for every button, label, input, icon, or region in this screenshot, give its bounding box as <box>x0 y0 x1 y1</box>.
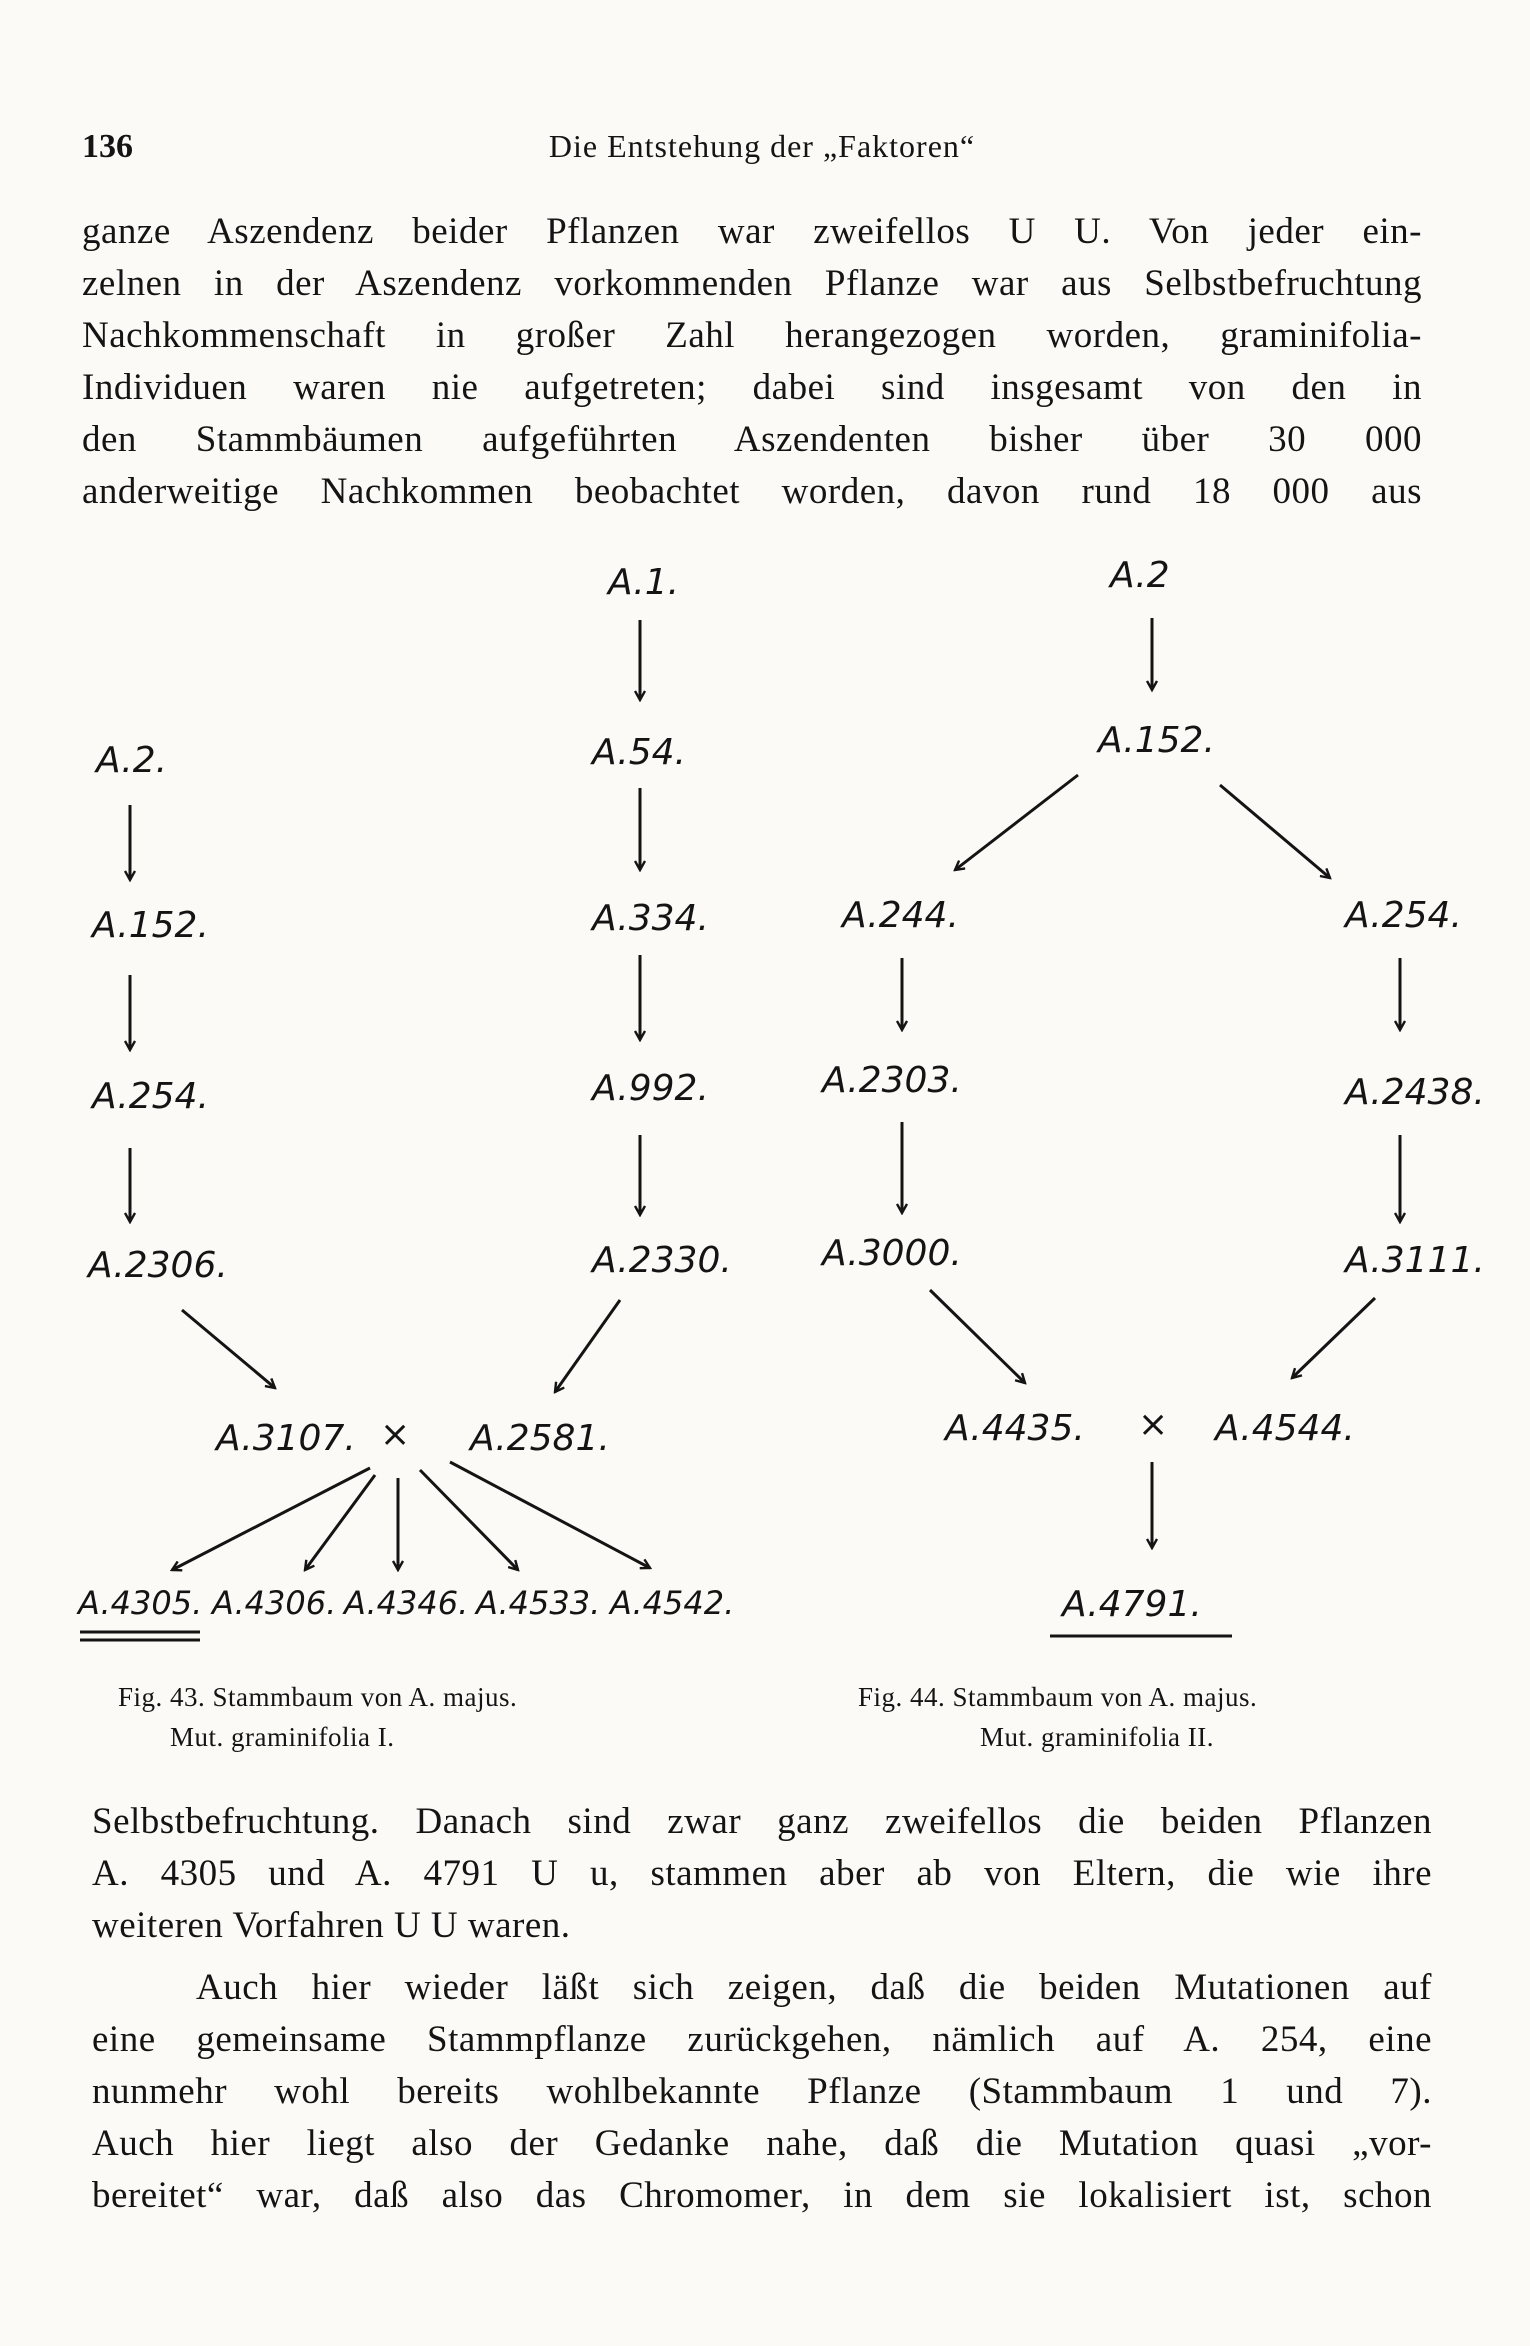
node-parent: A.4435. <box>945 1408 1085 1449</box>
text-line: eine gemeinsame Stammpflanze zurückgehen, nämlich auf A. 254, eine <box>92 2019 1432 2060</box>
node-offspring: A.4791. <box>1062 1584 1202 1625</box>
arrow-diagonal <box>555 1300 620 1392</box>
page-number: 136 <box>82 128 133 165</box>
node: A.2. <box>96 740 168 781</box>
node-parent: A.2581. <box>470 1418 610 1459</box>
node-offspring: A.4346. <box>344 1584 469 1622</box>
node-parent: A.3107. <box>216 1418 356 1459</box>
running-title: Die Entstehung der „Faktoren“ <box>548 128 976 164</box>
node-offspring: A.4533. <box>476 1584 601 1622</box>
node: A.3000. <box>822 1233 962 1274</box>
arrow-diagonal <box>955 775 1078 870</box>
node-parent: A.4544. <box>1215 1408 1355 1449</box>
text-line: Auch hier wieder läßt sich zeigen, daß die beiden Mutationen auf <box>196 1967 1432 2008</box>
figure-caption: Mut. graminifolia I. <box>170 1722 395 1752</box>
node: A.2 <box>1110 555 1170 596</box>
node: A.254. <box>1345 895 1462 936</box>
node: A.152. <box>1098 720 1215 761</box>
node: A.2330. <box>592 1240 732 1281</box>
arrow-diagonal <box>1220 785 1330 878</box>
figure-caption: Fig. 43. Stammbaum von A. majus. <box>118 1682 518 1712</box>
node: A.152. <box>92 905 209 946</box>
node: A.54. <box>592 732 686 773</box>
text-line: A. 4305 und A. 4791 U u, stammen aber ab von Eltern, die wie ihre <box>92 1853 1432 1894</box>
node: A.2438. <box>1345 1072 1485 1113</box>
node: A.254. <box>92 1076 209 1117</box>
text-line: Auch hier liegt also der Gedanke nahe, daß die Mutation quasi „vor- <box>92 2123 1432 2164</box>
cross-symbol: × <box>380 1414 411 1455</box>
arrow-diagonal <box>420 1470 518 1570</box>
arrow-diagonal <box>172 1468 370 1570</box>
node: A.3111. <box>1345 1240 1485 1281</box>
node-offspring: A.4306. <box>212 1584 337 1622</box>
node: A.334. <box>592 898 709 939</box>
text-line: nunmehr wohl bereits wohlbekannte Pflanze (Stammbaum 1 und 7). <box>92 2071 1432 2112</box>
text-line: den Stammbäumen aufgeführten Aszendenten bisher über 30 000 <box>82 419 1422 460</box>
text-line: Selbstbefruchtung. Danach sind zwar ganz zweifellos die beiden Pflanzen <box>92 1801 1432 1842</box>
text-line: anderweitige Nachkommen beobachtet worden, davon rund 18 000 aus <box>82 471 1422 512</box>
node: A.1. <box>608 562 680 603</box>
node: A.2306. <box>88 1245 228 1286</box>
text-line: Individuen waren nie aufgetreten; dabei sind insgesamt von den in <box>82 367 1422 408</box>
arrow-diagonal <box>930 1290 1025 1383</box>
node: A.2303. <box>822 1060 962 1101</box>
arrow-diagonal <box>305 1475 375 1570</box>
text-line: Nachkommenschaft in großer Zahl herangezogen worden, graminifolia- <box>82 315 1422 356</box>
node: A.992. <box>592 1068 709 1109</box>
node: A.244. <box>842 895 959 936</box>
figure-caption: Mut. graminifolia II. <box>980 1722 1214 1752</box>
text-line: weiteren Vorfahren U U waren. <box>92 1905 571 1946</box>
node-offspring: A.4542. <box>610 1584 735 1622</box>
cross-symbol: × <box>1138 1404 1169 1445</box>
text-line: bereitet“ war, daß also das Chromomer, in dem sie lokalisiert ist, schon <box>92 2175 1432 2216</box>
text-line: zelnen in der Aszendenz vorkommenden Pflanze war aus Selbstbefruchtung <box>82 263 1422 304</box>
text-line: ganze Aszendenz beider Pflanzen war zweifellos U U. Von jeder ein- <box>82 211 1422 252</box>
node-offspring: A.4305. <box>78 1584 203 1622</box>
arrow-diagonal <box>450 1462 650 1568</box>
arrow-diagonal <box>1292 1298 1375 1378</box>
arrow-diagonal <box>182 1310 275 1388</box>
figure-caption: Fig. 44. Stammbaum von A. majus. <box>858 1682 1258 1712</box>
